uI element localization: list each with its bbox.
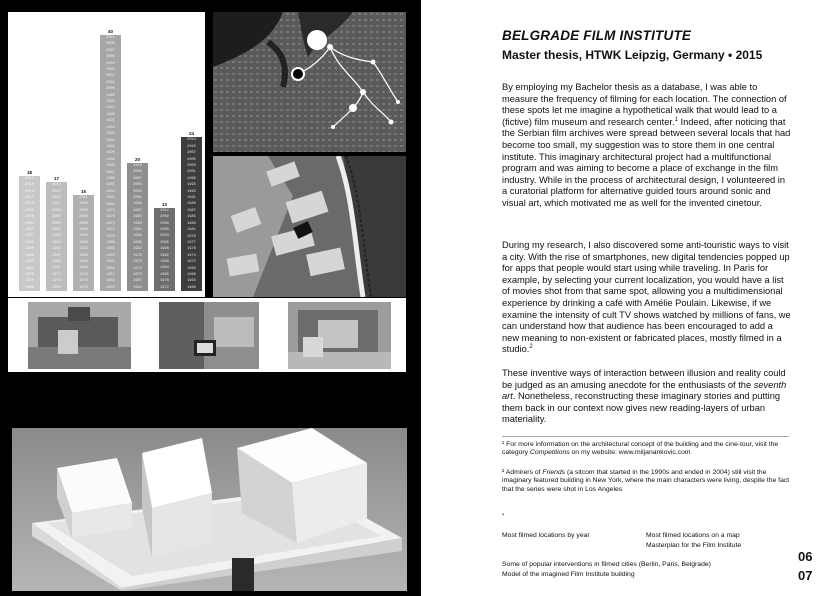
chart-bar-year-label: 1984 xyxy=(52,260,61,265)
chart-bar-year-label: 1957 xyxy=(106,273,115,278)
chart-bar-year-label: 1990 xyxy=(106,151,115,156)
chart-bar-year-label: 2007 xyxy=(187,151,196,156)
chart-bar-year-label: 1988 xyxy=(133,234,142,239)
chart-bar-year-label: 2006 xyxy=(106,55,115,60)
chart-bar-year-label: 2014 xyxy=(52,183,61,188)
photo-belgrade-graphic xyxy=(288,302,391,369)
photo-paris xyxy=(159,302,259,369)
caption-masterplan: Masterplan for the Film Institute xyxy=(646,542,742,549)
chart-bar-year-label: 1979 xyxy=(133,253,142,258)
chart-bar-year-label: 1987 xyxy=(106,170,115,175)
chart-bar-year-label: 1970 xyxy=(133,272,142,277)
chart-bar-year-label: 1997 xyxy=(106,106,115,111)
footnote-2-text-b: (a sitcom that started in the 1990s and ended in 2004) still visit the imaginary featured building in New York, where the main characters were living, despite the fact that the series were shot in Los Angeles xyxy=(502,469,790,493)
chart-bar-year-label: 1991 xyxy=(133,228,142,233)
footnote-1 xyxy=(502,441,792,458)
chart-bar-year-label: 1983 xyxy=(187,221,196,226)
page-number-right: 07 xyxy=(798,568,813,583)
chart-bar-year-label: 2010 xyxy=(25,202,34,207)
chart-bar-year-label: 1980 xyxy=(160,272,169,277)
chart-bar-year-label: 2003 xyxy=(79,228,88,233)
chart-bar-year-label: 2007 xyxy=(133,176,142,181)
chart-bar-year-label: 1967 xyxy=(133,279,142,284)
masterplan-map-image xyxy=(213,156,406,297)
chart-bar-year-label: 1986 xyxy=(106,176,115,181)
chart-bar-year-label: 2000 xyxy=(160,240,169,245)
chart-bar-year-label: 2011 xyxy=(106,36,115,40)
chart-bar-year-label: 1990 xyxy=(25,247,34,252)
chart-bar-year-label: 1973 xyxy=(52,279,61,284)
chart-bar-count-label: 17 xyxy=(53,176,59,182)
chart-bar-count-label: 15 xyxy=(80,189,86,194)
chart-bar-year-label: 1964 xyxy=(106,253,115,258)
chart-bar-year-label: 2011 xyxy=(52,202,61,207)
chart-bar-year-label: 1992 xyxy=(106,138,115,143)
footnote-1-text-a: ¹ For more information on the architectural concept of the building and the cine-tour, visit the category xyxy=(502,441,779,457)
chart-bar-year-label: 1976 xyxy=(133,260,142,265)
footnote-2-emphasis: Friends xyxy=(542,469,566,476)
chart-bar-year-label: 1992 xyxy=(79,247,88,252)
footnote-2-text-a: ² Admirers of xyxy=(502,469,543,476)
chart-bar-year-label: 1964 xyxy=(133,285,142,290)
chart-bar-year-label: 2013 xyxy=(25,189,34,194)
chart-bar-year-label: 1996 xyxy=(79,240,88,245)
chart-bar-year-label: 1985 xyxy=(25,260,34,265)
photo-belgrade xyxy=(288,302,391,369)
chart-bar-year-label: 1970 xyxy=(79,285,88,290)
chart-bar-year-label: 1972 xyxy=(160,285,169,290)
paragraph-1-text-a: By employing my Bachelor thesis as a database, I was able to measure the frequency of filming for each location. The connection of these spots let me imagine a hypothetical walk that would lead to a (fictive) film museum and research center. xyxy=(502,82,787,127)
photo-paris-graphic xyxy=(159,302,259,369)
paragraph-3 xyxy=(502,368,792,426)
chart-bar-count-label: 13 xyxy=(161,201,167,207)
bar-chart xyxy=(8,12,205,297)
chart-bar-year-label: 2014 xyxy=(25,183,34,188)
chart-bar-year-label: 1978 xyxy=(25,272,34,277)
chart-bar-2 xyxy=(46,182,67,291)
chart-bar-year-label: 1988 xyxy=(106,164,115,169)
chart-bar-year-label: 1983 xyxy=(79,266,88,271)
chart-bar-year-label: 1994 xyxy=(52,240,61,245)
chart-bar-year-label: 2003 xyxy=(187,164,196,169)
paragraph-1-text-b: Indeed, after noticing that the Serbian film archives were spread between several locals that had become too small, my suggestion was to store them in one central institute. This imaginary architectural project had a multifunctional program and was aiming to become a place of exchange in the film industry. While in the process of architectural design, I volunteered in a curatorial platform for alternative guided tours around sonic and visual art, which motivated me as well for the invented cinetour. xyxy=(502,116,791,208)
chart-bar-year-label: 1976 xyxy=(187,247,196,252)
chart-bar-year-label: 2009 xyxy=(52,208,61,213)
chart-bar-year-label: 1996 xyxy=(106,112,115,117)
paragraph-2-text: During my research, I also discovered some anti-touristic ways to visit a city. With the rise of smartphones, new digital tendencies popped up for apps that people would start using while traveling. In Paris for example, by selecting your current localization, you would have a list of movies shot from that same spot, allowing you a multidimensional experience by drinking a café with Amélie Poulain. Likewise, if we examine the intensity of cult TV shows watched by millions of fans, we can understand how that audience has been encouraged to add a new meaning to non-existent or fabricated places, mostly filmed in a studio. xyxy=(502,240,791,355)
model-photo xyxy=(12,428,407,591)
chart-bar-year-label: 1960 xyxy=(187,285,196,290)
chart-bar-year-label: 1988 xyxy=(25,253,34,258)
chart-bar-year-label: 2011 xyxy=(79,196,88,200)
chart-bar-year-label: 2002 xyxy=(106,74,115,79)
chart-bar-year-label: 1982 xyxy=(106,196,115,201)
chart-bar-year-label: 2003 xyxy=(133,189,142,194)
chart-bar-year-label: 1987 xyxy=(52,253,61,258)
chart-bar-year-label: 2007 xyxy=(52,215,61,220)
chart-bar-year-label: 2012 xyxy=(52,196,61,201)
chart-bar-year-label: 2005 xyxy=(133,183,142,188)
chart-bar-year-label: 2003 xyxy=(160,234,169,239)
chart-bar-year-label: 1989 xyxy=(187,202,196,207)
chart-bar-year-label: 2012 xyxy=(160,208,169,213)
chart-bar-year-label: 2013 xyxy=(52,189,61,194)
chart-bar-year-label: 1985 xyxy=(187,215,196,220)
chart-bar-year-label: 1991 xyxy=(187,196,196,201)
chart-bar-year-label: 1996 xyxy=(160,247,169,252)
footnote-2 xyxy=(502,469,792,494)
chart-bar-year-label: 1982 xyxy=(133,247,142,252)
chart-bar-year-label: 2008 xyxy=(25,208,34,213)
chart-bar-year-label: 1994 xyxy=(106,125,115,130)
chart-bar-year-label: 1989 xyxy=(106,157,115,162)
chart-bar-year-label: 1993 xyxy=(25,240,34,245)
chart-bar-7 xyxy=(181,137,202,291)
masterplan-graphic xyxy=(213,156,406,297)
chart-bar-year-label: 1982 xyxy=(25,266,34,271)
chart-bar-year-label: 1974 xyxy=(187,253,196,258)
chart-bar-year-label: 2012 xyxy=(133,164,142,168)
chart-bar-year-label: 2012 xyxy=(25,196,34,201)
chart-bar-year-label: 1978 xyxy=(106,208,115,213)
chart-bar-year-label: 2005 xyxy=(187,157,196,162)
chart-bar-year-label: 1997 xyxy=(25,234,34,239)
chart-bar-year-label: 1991 xyxy=(106,144,115,149)
chart-bar-year-label: 1950 xyxy=(106,285,115,290)
chart-bar-year-label: 1984 xyxy=(160,266,169,271)
chart-bar-year-label: 1995 xyxy=(106,119,115,124)
chart-bar-year-label: 1986 xyxy=(79,260,88,265)
paragraph-2 xyxy=(502,240,792,356)
chart-bar-year-label: 1977 xyxy=(52,272,61,277)
footnote-1-text-b: on my website: www.miljanankovic.com xyxy=(569,449,691,457)
chart-bar-year-label: 2008 xyxy=(79,215,88,220)
footnote-1-emphasis: Competitions xyxy=(529,449,570,457)
chart-bar-year-label: 1995 xyxy=(187,183,196,188)
chart-bar-year-label: 1973 xyxy=(133,266,142,271)
chart-bar-year-label: 1976 xyxy=(106,215,115,220)
page-title: BELGRADE FILM INSTITUTE xyxy=(502,28,692,43)
aerial-map-graphic xyxy=(213,12,406,152)
chart-bar-year-label: 1966 xyxy=(106,247,115,252)
chart-bar-year-label: 1993 xyxy=(133,221,142,226)
chart-bar-year-label: 1993 xyxy=(187,189,196,194)
chart-bar-year-label: 1981 xyxy=(52,266,61,271)
chart-bar-4 xyxy=(100,35,121,291)
chart-bar-year-label: 1988 xyxy=(160,260,169,265)
chart-bar-year-label: 2008 xyxy=(160,221,169,226)
chart-bar-year-label: 1979 xyxy=(187,234,196,239)
paragraph-3-text-a: These inventive ways of interaction between illusion and reality could be judged as an amusing anecdote for the enthusiasts of the xyxy=(502,368,786,390)
chart-bar-year-label: 1966 xyxy=(187,272,196,277)
chart-bar-5 xyxy=(127,163,148,291)
chart-bar-year-label: 2010 xyxy=(187,144,196,149)
chart-bar-year-label: 1968 xyxy=(106,241,115,245)
chart-bar-year-label: 1985 xyxy=(106,183,115,188)
chart-bar-year-label: 1977 xyxy=(187,240,196,245)
chart-bar-year-label: 2013 xyxy=(187,138,196,143)
chart-bar-year-label: 2009 xyxy=(79,208,88,213)
chart-bar-year-label: 2000 xyxy=(106,87,115,92)
footnote-ref-2: 2 xyxy=(529,344,533,351)
chart-bar-year-label: 2003 xyxy=(106,68,115,73)
chart-bar-count-label: 24 xyxy=(188,131,194,137)
photo-berlin xyxy=(28,302,131,369)
chart-bar-year-label: 2001 xyxy=(187,170,196,175)
chart-bar-count-label: 40 xyxy=(107,29,113,34)
chart-bar-year-label: 1999 xyxy=(187,176,196,181)
chart-bar-year-label: 2010 xyxy=(79,202,88,207)
chart-bar-year-label: 1989 xyxy=(79,253,88,258)
chart-bar-year-label: 1991 xyxy=(52,247,61,252)
model-graphic xyxy=(12,428,407,591)
chart-bar-year-label: 2001 xyxy=(106,80,115,85)
chart-bar-year-label: 1979 xyxy=(79,272,88,277)
caption-marker: ‹ xyxy=(502,511,505,518)
chart-bar-year-label: 2004 xyxy=(25,221,34,226)
chart-bar-year-label: 1972 xyxy=(106,228,115,233)
caption-model: Model of the imagined Film Institute building xyxy=(502,571,635,578)
paragraph-3-text-b: . Nonetheless, reconstructing these imaginary stories and putting them back in our context now gives new reading-layers of urban materiality. xyxy=(502,391,781,425)
paragraph-3-emphasis: seventh art xyxy=(502,379,787,402)
chart-bar-year-label: 1969 xyxy=(187,266,196,271)
chart-bar-year-label: 1970 xyxy=(106,234,115,239)
chart-bar-year-label: 1995 xyxy=(133,215,142,220)
page-subtitle: Master thesis, HTWK Leipzig, Germany • 2015 xyxy=(502,48,763,62)
chart-bar-year-label: 1999 xyxy=(133,202,142,207)
chart-bar-year-label: 2007 xyxy=(106,48,115,53)
chart-bar-count-label: 18 xyxy=(26,169,32,175)
chart-bar-year-label: 1974 xyxy=(25,279,34,284)
chart-bar-year-label: 1974 xyxy=(106,221,115,226)
chart-bar-year-label: 1963 xyxy=(187,279,196,284)
chart-bar-year-label: 1962 xyxy=(106,260,115,265)
chart-bar-year-label: 2001 xyxy=(25,228,34,233)
chart-bar-year-label: 1954 xyxy=(106,279,115,284)
footnote-ref-1: 1 xyxy=(674,116,678,123)
chart-bar-count-label: 20 xyxy=(134,157,140,162)
chart-bar-year-label: 1992 xyxy=(160,253,169,258)
chart-bar-year-label: 1980 xyxy=(106,202,115,207)
chart-bar-year-label: 1993 xyxy=(106,132,115,137)
chart-bar-year-label: 2006 xyxy=(79,221,88,226)
aerial-map-image xyxy=(213,12,406,152)
chart-bar-3 xyxy=(73,195,94,291)
chart-bar-year-label: 1969 xyxy=(25,285,34,290)
chart-bar-year-label: 1999 xyxy=(106,93,115,98)
chart-bar-year-label: 2015 xyxy=(25,176,34,181)
chart-bar-year-label: 1985 xyxy=(133,240,142,245)
chart-bar-year-label: 1987 xyxy=(187,208,196,213)
chart-bar-year-label: 1976 xyxy=(160,279,169,284)
chart-bar-year-label: 1959 xyxy=(106,266,115,271)
chart-bar-year-label: 2005 xyxy=(52,221,61,226)
chart-bar-year-label: 2002 xyxy=(52,228,61,233)
chart-bar-year-label: 2004 xyxy=(106,61,115,66)
chart-bar-year-label: 1972 xyxy=(187,260,196,265)
chart-bar-year-label: 1998 xyxy=(52,234,61,239)
chart-bar-year-label: 2009 xyxy=(133,170,142,175)
paragraph-1 xyxy=(502,82,792,210)
chart-bar-year-label: 1975 xyxy=(79,279,88,284)
chart-bar-year-label: 2008 xyxy=(106,42,115,47)
caption-interventions: Some of popular interventions in filmed cities (Berlin, Paris, Belgrade) xyxy=(502,561,711,568)
footnote-divider xyxy=(502,436,789,437)
caption-chart: Most filmed locations by year xyxy=(502,532,590,539)
chart-bar-year-label: 2001 xyxy=(133,196,142,201)
page-number-left: 06 xyxy=(798,549,813,564)
chart-bar-year-label: 1984 xyxy=(106,189,115,194)
chart-bar-year-label: 2006 xyxy=(160,228,169,233)
chart-bar-year-label: 1998 xyxy=(106,100,115,105)
chart-bar-year-label: 2009 xyxy=(160,215,169,220)
chart-bar-year-label: 1968 xyxy=(52,285,61,290)
chart-bar-year-label: 1997 xyxy=(133,208,142,213)
caption-map: Most filmed locations on a map xyxy=(646,532,740,539)
chart-bar-year-label: 1981 xyxy=(187,228,196,233)
chart-bar-year-label: 2000 xyxy=(79,234,88,239)
chart-bar-6 xyxy=(154,208,175,291)
chart-bar-year-label: 2006 xyxy=(25,215,34,220)
photo-berlin-graphic xyxy=(28,302,131,369)
chart-bar-1 xyxy=(19,176,40,291)
